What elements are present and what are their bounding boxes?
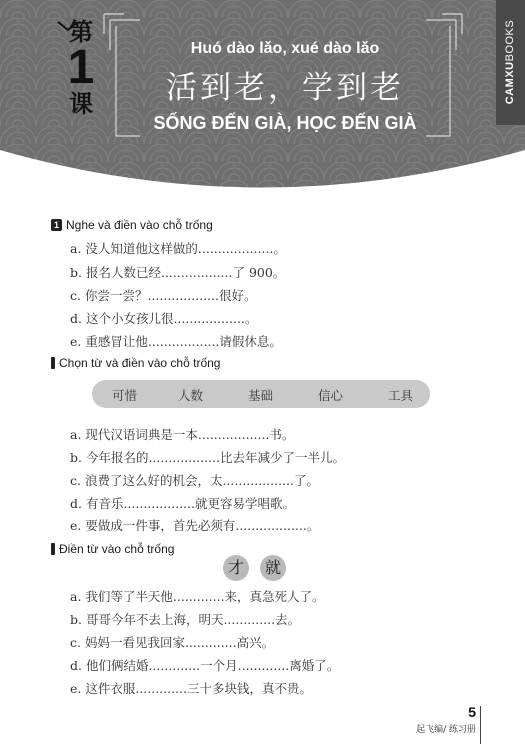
section-2-item: b. 今年报名的..................比去年减少了一半儿。 — [70, 450, 345, 465]
section-1-item: d. 这个小女孩儿很..................。 — [70, 311, 258, 326]
section-1-title-text: Nghe và điền vào chỗ trống — [66, 218, 213, 232]
book-series-note: 起飞编/ 练习册 — [416, 725, 476, 735]
word-bank-item: 可惜 — [112, 388, 138, 403]
lesson-title-chinese: 活到老，学到老 — [166, 70, 404, 106]
section-1-item: a. 没人知道他这样做的...................。 — [70, 241, 286, 256]
lesson-title-vietnamese: SỐNG ĐẾN GIÀ, HỌC ĐẾN GIÀ — [153, 113, 417, 133]
section-3-item: b. 哥哥今年不去上海，明天.............去。 — [70, 612, 301, 627]
section-2-title-text: Chọn từ và điền vào chỗ trống — [59, 356, 221, 370]
section-1-item: c. 你尝一尝？..................很好。 — [70, 288, 257, 303]
word-bank-item: 信心 — [318, 388, 344, 403]
section-2-item: a. 现代汉语词典是一本..................书。 — [70, 427, 295, 442]
section-1-badge: 1 — [51, 219, 62, 231]
section-3-item: d. 他们俩结婚.............一个月.............离婚了。 — [70, 658, 340, 673]
section-3-item: e. 这件衣服.............三十多块钱，真不贵。 — [70, 681, 312, 696]
section-3-item: c. 妈妈一看见我回家.............高兴。 — [70, 635, 275, 650]
section-3-title — [51, 542, 174, 556]
section-2-item: e. 要做成一件事，首先必须有..................。 — [70, 518, 320, 533]
word-bank-item: 人数 — [178, 388, 204, 403]
lesson-pinyin: Huó dào lǎo, xué dào lǎo — [190, 40, 380, 57]
section-2-title — [51, 356, 220, 370]
chevron-down-icon — [56, 20, 80, 32]
lesson-number: 1 — [67, 41, 95, 94]
lesson-prefix: 第 — [69, 18, 93, 46]
word-bank-item: 工具 — [388, 388, 414, 403]
section-3-marker — [51, 543, 55, 555]
section-1-item: e. 重感冒让他..................请假休息。 — [70, 334, 282, 349]
section-2-item: c. 浪费了这么好的机会，太..................了。 — [70, 473, 319, 488]
lesson-number-block — [56, 18, 106, 118]
section-1-title — [51, 218, 213, 232]
section-3-title-text: Điền từ vào chỗ trống — [59, 542, 175, 556]
lesson-suffix: 课 — [69, 90, 93, 118]
page-number: 5 — [468, 704, 476, 720]
word-bank — [92, 380, 430, 408]
brand-suffix: BOOKS — [504, 19, 516, 62]
word-bank-item: 基础 — [248, 388, 274, 403]
lesson-header — [0, 0, 525, 206]
section-1-item: b. 报名人数已经..................了 900。 — [70, 265, 286, 280]
section-2-marker — [51, 357, 55, 369]
brand-prefix: CAMXU — [504, 61, 516, 105]
choice-word: 就 — [260, 555, 286, 581]
section-2-item: d. 有音乐..................就更容易学唱歌。 — [70, 496, 295, 511]
choice-word: 才 — [223, 555, 249, 581]
footer-divider — [480, 706, 481, 744]
section-3-item: a. 我们等了半天他.............来，真急死人了。 — [70, 589, 325, 604]
brand-logo — [504, 20, 516, 104]
